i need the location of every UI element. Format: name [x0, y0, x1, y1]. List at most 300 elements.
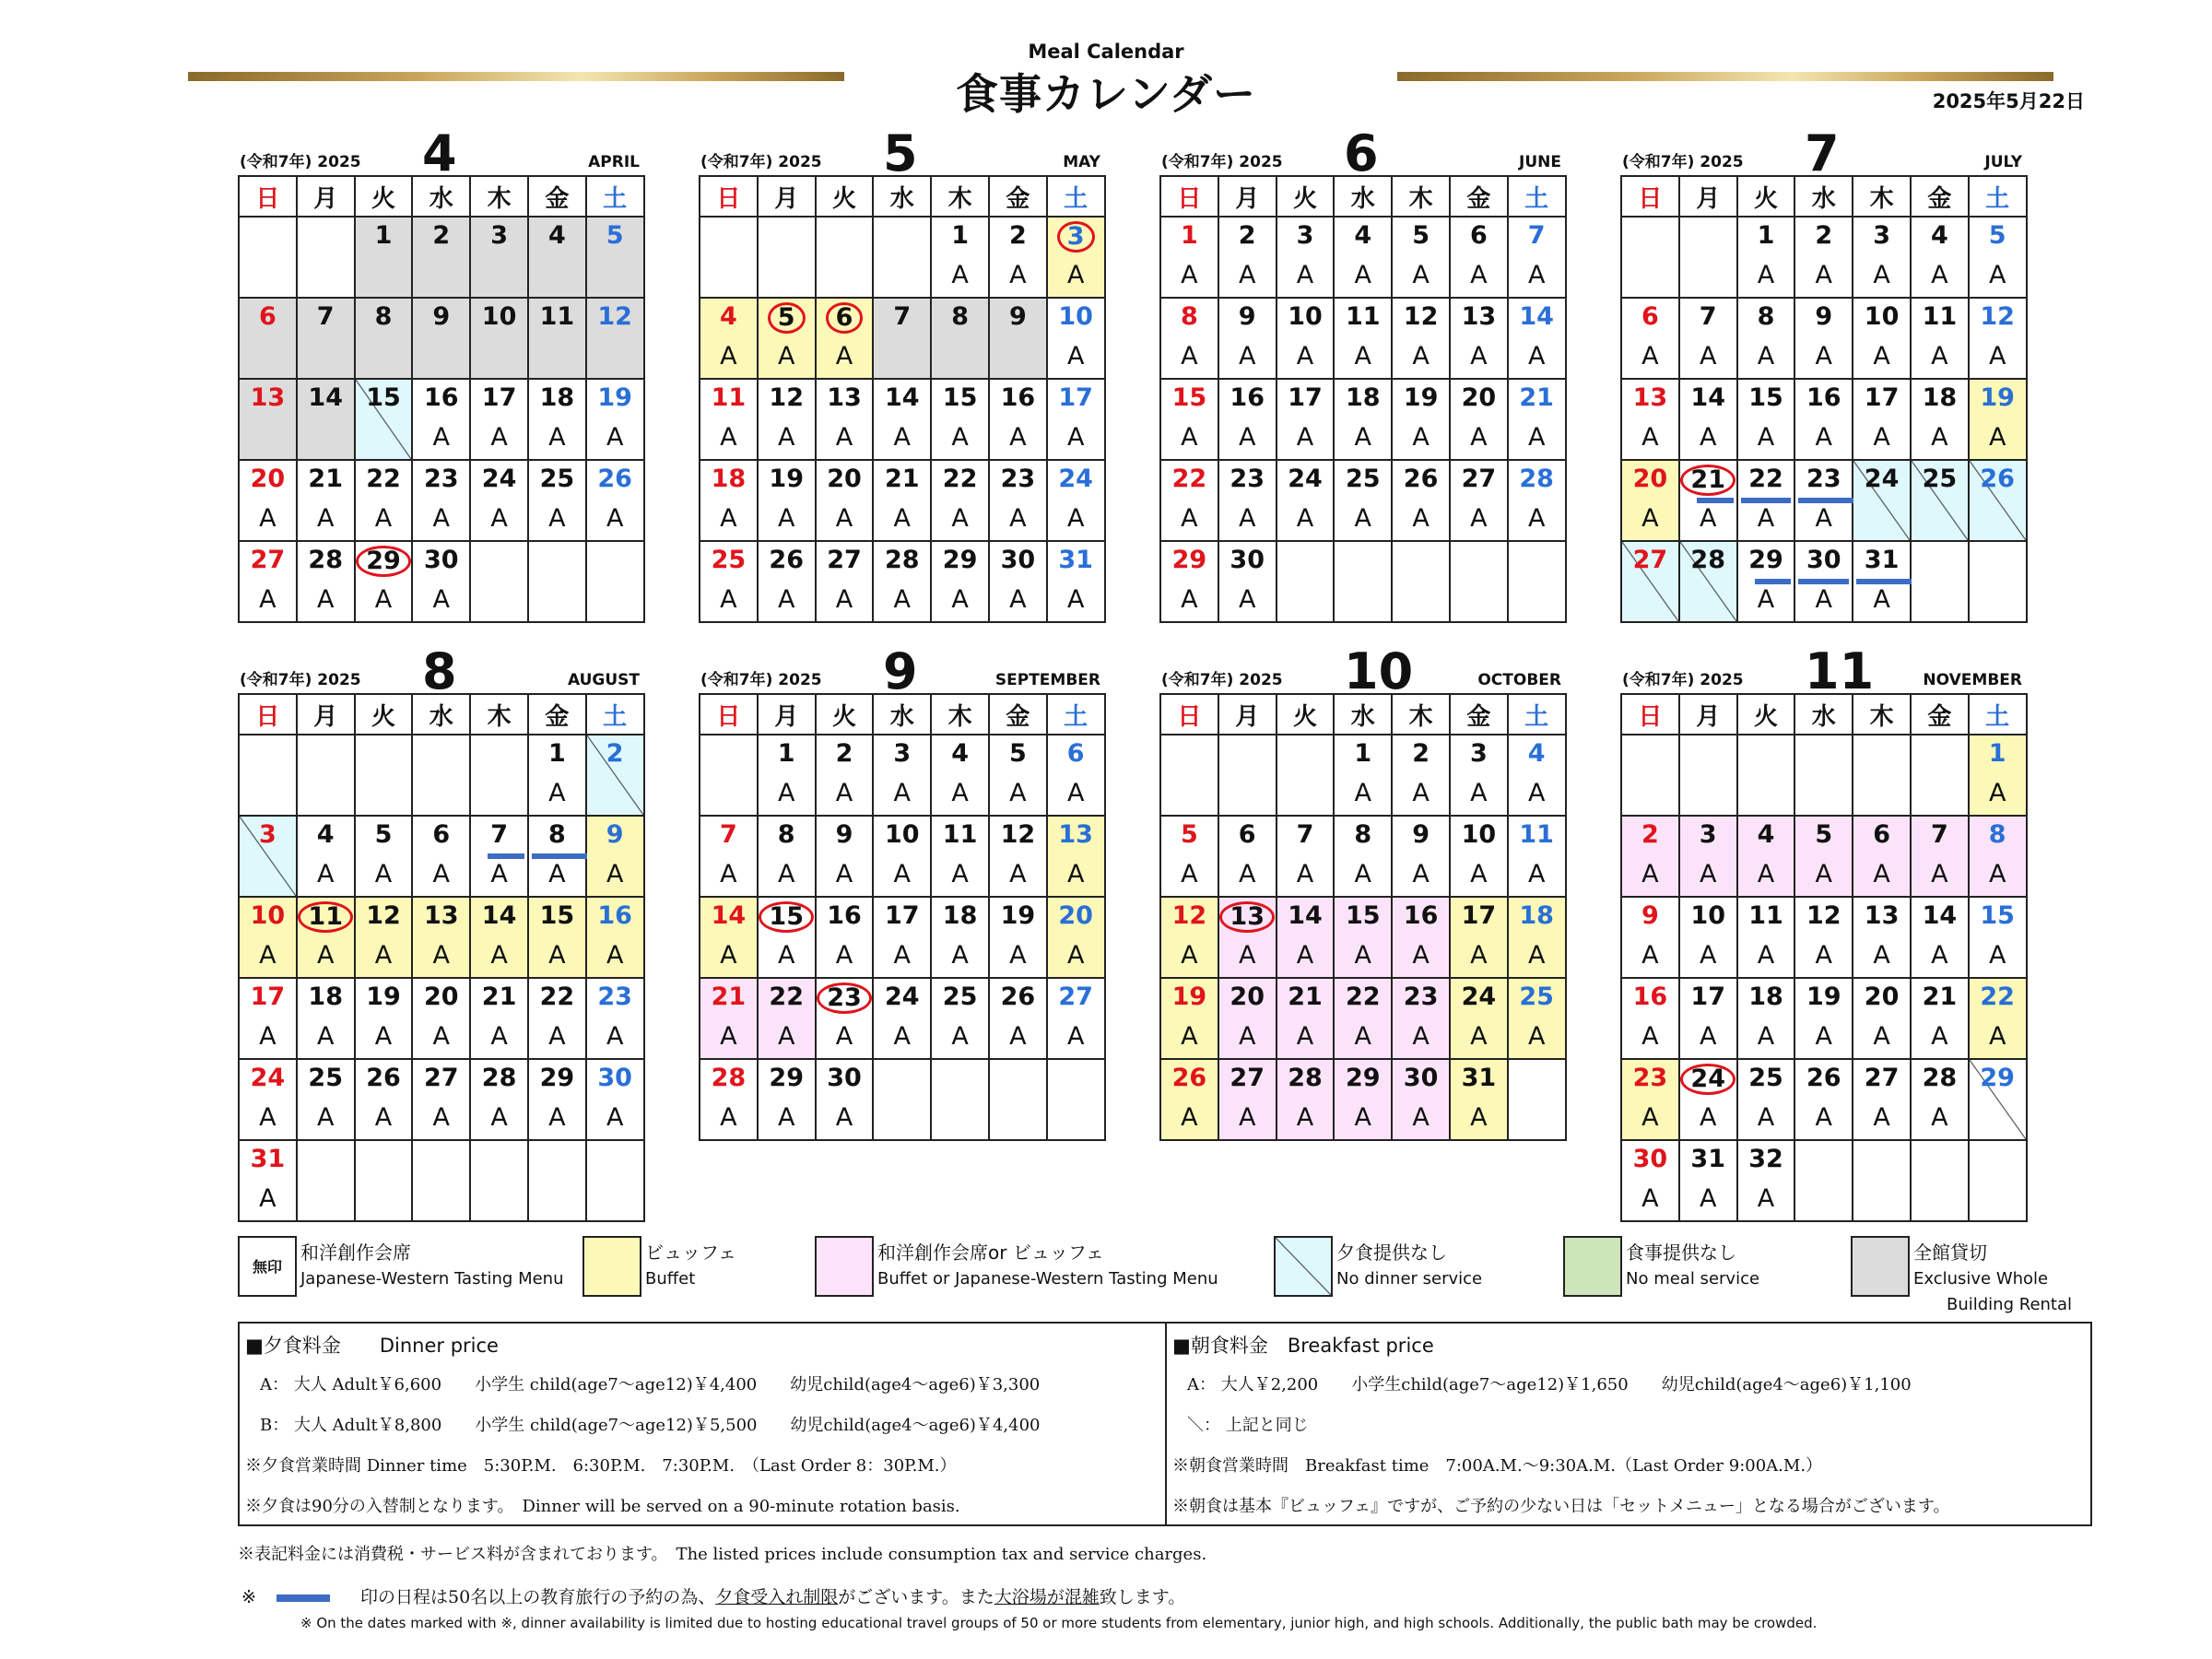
day-number: 16	[1000, 383, 1036, 412]
meal-code: A	[1238, 1022, 1256, 1051]
weekday-header: 月	[758, 176, 816, 217]
day-cell	[989, 217, 1047, 298]
meal-code: A	[1757, 1103, 1775, 1132]
day-cell	[873, 379, 931, 460]
meal-code: A	[1181, 261, 1198, 289]
day-cell	[1392, 735, 1450, 816]
day-cell	[1621, 978, 1679, 1059]
day-number: 26	[1171, 1064, 1207, 1092]
day-cell	[1450, 1059, 1508, 1140]
day-number: 15	[942, 383, 978, 412]
day-number: 2	[1008, 221, 1027, 250]
day-cell	[1334, 816, 1392, 897]
day-number: 14	[1288, 901, 1323, 930]
weekday-header: 木	[470, 694, 528, 735]
day-number: 30	[1230, 546, 1265, 574]
day-cell	[758, 1059, 816, 1140]
day-cell	[758, 978, 816, 1059]
day-number: 2	[1412, 739, 1430, 768]
day-number: 17	[1461, 901, 1497, 930]
day-cell	[412, 816, 470, 897]
meal-code: A	[1699, 342, 1717, 371]
meal-code: A	[1699, 504, 1717, 533]
meal-code: A	[1238, 423, 1256, 452]
day-cell	[1911, 897, 1969, 978]
meal-code: A	[1009, 860, 1027, 888]
weekday-header: 火	[355, 176, 413, 217]
meal-code: A	[1470, 860, 1488, 888]
day-number: 26	[1980, 465, 2015, 493]
meal-code: A	[1238, 504, 1256, 533]
group-booking-line	[1741, 498, 1792, 503]
meal-code: A	[1009, 261, 1027, 289]
meal-code: A	[777, 585, 795, 614]
weekday-header: 月	[1679, 694, 1737, 735]
meal-code: A	[1641, 504, 1659, 533]
day-number: 27	[1632, 546, 1668, 574]
day-number: 16	[1403, 901, 1439, 930]
month-number: 8	[422, 642, 457, 700]
day-cell	[586, 816, 644, 897]
month-number: 11	[1805, 642, 1875, 700]
day-cell	[412, 897, 470, 978]
day-number: 28	[711, 1064, 747, 1092]
meal-code: A	[720, 1022, 737, 1051]
day-cell	[1160, 298, 1218, 379]
weekday-header: 土	[1047, 694, 1105, 735]
day-number: 28	[1922, 1064, 1958, 1092]
day-number: 11	[1748, 901, 1783, 930]
day-cell	[816, 298, 874, 379]
day-number: 3	[490, 221, 508, 250]
day-cell	[816, 897, 874, 978]
day-cell	[1160, 460, 1218, 541]
day-number: 16	[1806, 383, 1841, 412]
day-number: 21	[1519, 383, 1554, 412]
day-cell	[1737, 1140, 1795, 1221]
note-dinner-limit: 夕食受入れ制限	[715, 1587, 839, 1607]
day-cell	[528, 978, 586, 1059]
day-number	[298, 901, 354, 933]
meal-code: A	[777, 941, 795, 970]
meal-code: A	[777, 423, 795, 452]
weekday-header: 土	[1047, 176, 1105, 217]
month-calendar-june	[1159, 124, 1565, 623]
meal-code: A	[1641, 860, 1659, 888]
empty-cell	[1794, 1140, 1853, 1221]
meal-code: A	[1873, 585, 1890, 614]
day-number: 2	[835, 739, 853, 768]
day-cell	[470, 379, 528, 460]
day-number: 24	[1461, 982, 1497, 1011]
day-cell	[1392, 816, 1450, 897]
meal-code: A	[490, 1103, 508, 1132]
month-english-name: APRIL	[588, 153, 640, 171]
day-number: 26	[597, 465, 632, 493]
day-cell	[931, 298, 989, 379]
day-number: 4	[1757, 820, 1775, 849]
day-cell	[700, 460, 758, 541]
day-cell	[1853, 460, 1911, 541]
meal-code: A	[316, 504, 335, 533]
meal-code: A	[835, 1103, 853, 1132]
day-cell	[297, 298, 355, 379]
meal-code: A	[951, 1022, 969, 1051]
meal-code: A	[1066, 504, 1085, 533]
weekday-header: 日	[700, 694, 758, 735]
english-note: ※ On the dates marked with ※, dinner availability is limited due to hosting educational travel groups of 50 or more students from elementary, junior high, and high schools. Additionally, the public bath may be crowded.	[300, 1615, 1818, 1631]
meal-code: A	[1470, 1103, 1488, 1132]
day-number: 13	[1632, 383, 1668, 412]
breakfast-price-b: ＼： 上記と同じ	[1187, 1416, 1309, 1435]
day-cell	[1047, 379, 1105, 460]
day-cell	[931, 460, 989, 541]
day-cell	[1508, 735, 1566, 816]
empty-cell	[816, 217, 874, 298]
holiday-circle: 5	[768, 302, 806, 334]
day-number: 9	[1238, 302, 1256, 331]
meal-code: A	[1296, 860, 1314, 888]
meal-code: A	[548, 1103, 566, 1132]
meal-code: A	[1873, 1103, 1890, 1132]
empty-cell	[873, 217, 931, 298]
meal-code: A	[1527, 504, 1546, 533]
meal-code: A	[374, 1022, 393, 1051]
day-number: 23	[1632, 1064, 1668, 1092]
meal-code: A	[1354, 1103, 1372, 1132]
day-cell	[1911, 379, 1969, 460]
day-cell	[1160, 816, 1218, 897]
day-cell	[816, 978, 874, 1059]
day-cell	[1392, 1059, 1450, 1140]
day-cell	[1450, 217, 1508, 298]
day-number: 28	[885, 546, 920, 574]
dinner-price-heading: ■夕食料金 Dinner price	[245, 1335, 499, 1357]
day-number: 7	[720, 820, 737, 849]
meal-code: A	[316, 860, 335, 888]
day-cell	[758, 816, 816, 897]
day-number: 5	[1815, 820, 1833, 849]
month-header	[1159, 124, 1565, 182]
empty-cell	[470, 735, 528, 816]
day-number: 21	[1288, 982, 1323, 1011]
empty-cell	[239, 735, 297, 816]
meal-code: A	[1009, 941, 1027, 970]
day-number: 13	[1058, 820, 1093, 849]
day-cell	[1969, 217, 2027, 298]
day-cell	[1621, 460, 1679, 541]
day-number: 29	[769, 1064, 804, 1092]
day-number: 23	[1230, 465, 1265, 493]
day-cell	[355, 460, 413, 541]
group-booking-line	[1755, 579, 1792, 584]
meal-code: A	[777, 1103, 795, 1132]
day-number: 12	[1806, 901, 1841, 930]
weekday-header: 土	[586, 176, 644, 217]
day-number: 25	[1346, 465, 1381, 493]
day-cell	[1737, 217, 1795, 298]
day-number: 19	[1171, 982, 1207, 1011]
month-number: 6	[1344, 124, 1379, 182]
empty-cell	[1160, 735, 1218, 816]
day-number: 5	[374, 820, 393, 849]
day-cell	[1392, 897, 1450, 978]
day-number: 4	[951, 739, 969, 768]
day-cell	[1911, 217, 1969, 298]
day-number: 19	[597, 383, 632, 412]
day-number: 18	[1748, 982, 1783, 1011]
weekday-header: 金	[1911, 694, 1969, 735]
day-number: 21	[885, 465, 920, 493]
day-cell	[1969, 379, 2027, 460]
day-cell	[1218, 217, 1277, 298]
meal-code: A	[1181, 423, 1198, 452]
meal-code: A	[1181, 342, 1198, 371]
day-cell	[758, 379, 816, 460]
meal-code: A	[1873, 423, 1890, 452]
day-cell	[470, 816, 528, 897]
day-number: 4	[1527, 739, 1546, 768]
meal-code: A	[1757, 504, 1775, 533]
day-cell	[586, 1059, 644, 1140]
meal-code: A	[548, 504, 566, 533]
day-cell	[470, 298, 528, 379]
day-number: 11	[539, 302, 575, 331]
meal-code: A	[1296, 504, 1314, 533]
meal-code: A	[1009, 779, 1027, 807]
month-table	[1159, 693, 1567, 1141]
day-number	[1680, 1064, 1736, 1095]
meal-code: A	[893, 1022, 912, 1051]
meal-code: A	[1815, 423, 1833, 452]
day-cell	[1853, 1059, 1911, 1140]
day-cell	[412, 379, 470, 460]
weekday-header: 火	[816, 176, 874, 217]
day-number: 18	[539, 383, 575, 412]
empty-cell	[297, 735, 355, 816]
meal-code: A	[1066, 1022, 1085, 1051]
meal-code: A	[259, 1022, 276, 1051]
day-cell	[239, 379, 297, 460]
meal-code: A	[1354, 779, 1372, 807]
day-number: 14	[1922, 901, 1958, 930]
day-number: 22	[366, 465, 401, 493]
day-cell	[1911, 1059, 1969, 1140]
day-number: 1	[1181, 221, 1198, 250]
meal-code: A	[1412, 860, 1430, 888]
empty-cell	[1392, 541, 1450, 622]
dinner-time: ※夕食営業時間 Dinner time 5:30P.M. 6:30P.M. 7:30P.M. （Last Order 8：30P.M.）	[245, 1456, 957, 1476]
weekday-header: 土	[1969, 176, 2027, 217]
meal-code: A	[1009, 423, 1027, 452]
day-cell	[297, 379, 355, 460]
day-number: 27	[827, 546, 862, 574]
legend-label-en: No dinner service	[1336, 1269, 1483, 1288]
month-table	[699, 175, 1106, 623]
day-number: 6	[1641, 302, 1659, 331]
day-number: 4	[316, 820, 335, 849]
empty-cell	[1218, 735, 1277, 816]
empty-cell	[470, 541, 528, 622]
meal-code: A	[1066, 423, 1085, 452]
day-number: 8	[1988, 820, 2006, 849]
day-number: 4	[547, 221, 566, 250]
weekday-header: 日	[239, 694, 297, 735]
empty-cell	[1911, 735, 1969, 816]
day-number: 6	[1873, 820, 1890, 849]
day-number: 11	[942, 820, 978, 849]
day-number: 3	[1873, 221, 1890, 250]
day-number: 13	[424, 901, 459, 930]
day-cell	[1853, 298, 1911, 379]
month-calendar-october	[1159, 642, 1565, 1141]
day-number: 1	[951, 221, 969, 250]
day-cell	[1334, 217, 1392, 298]
day-cell	[412, 217, 470, 298]
day-cell	[1508, 379, 1566, 460]
day-cell	[1969, 897, 2027, 978]
day-number: 13	[1461, 302, 1497, 331]
day-number: 10	[1058, 302, 1093, 331]
day-number: 20	[1864, 982, 1900, 1011]
meal-code: A	[606, 1022, 624, 1051]
day-number: 7	[1930, 820, 1948, 849]
day-cell	[470, 460, 528, 541]
blue-line-icon	[276, 1594, 330, 1602]
meal-code: A	[1470, 261, 1488, 289]
month-header	[1620, 642, 2026, 700]
day-cell	[873, 816, 931, 897]
day-number: 7	[1527, 221, 1546, 250]
day-number: 20	[1058, 901, 1093, 930]
day-cell	[1508, 897, 1566, 978]
meal-code: A	[1354, 423, 1372, 452]
day-cell	[355, 298, 413, 379]
meal-code: A	[720, 1103, 737, 1132]
day-cell	[1969, 460, 2027, 541]
day-number: 27	[250, 546, 286, 574]
meal-code: A	[1354, 860, 1372, 888]
meal-code: A	[1988, 1022, 2006, 1051]
meal-code: A	[720, 504, 737, 533]
meal-code: A	[951, 585, 969, 614]
day-cell	[1334, 460, 1392, 541]
empty-cell	[1047, 1059, 1105, 1140]
month-table	[1159, 175, 1567, 623]
day-cell	[931, 217, 989, 298]
legend-label-ja: ビュッフェ	[645, 1241, 736, 1264]
month-calendar-august	[238, 642, 643, 1222]
day-cell	[758, 460, 816, 541]
day-cell	[528, 298, 586, 379]
meal-code: A	[1757, 1022, 1775, 1051]
day-cell	[412, 1059, 470, 1140]
day-cell	[297, 897, 355, 978]
day-cell	[1334, 735, 1392, 816]
day-cell	[931, 379, 989, 460]
day-cell	[1277, 460, 1335, 541]
day-number: 7	[1296, 820, 1314, 849]
day-cell	[1047, 217, 1105, 298]
weekday-header: 日	[1621, 694, 1679, 735]
day-number: 9	[1008, 302, 1027, 331]
meal-code: A	[1757, 261, 1775, 289]
weekday-header: 金	[528, 176, 586, 217]
meal-code: A	[1815, 1022, 1833, 1051]
meal-code: A	[1931, 423, 1948, 452]
meal-code: A	[316, 1103, 335, 1132]
weekday-header: 月	[1679, 176, 1737, 217]
day-number: 6	[259, 302, 276, 331]
day-cell	[931, 897, 989, 978]
meal-code: A	[1238, 860, 1256, 888]
day-number: 24	[1288, 465, 1323, 493]
weekday-header: 金	[989, 694, 1047, 735]
weekday-header: 土	[1508, 176, 1566, 217]
day-cell	[1047, 541, 1105, 622]
day-cell	[1277, 897, 1335, 978]
day-number: 15	[1171, 383, 1207, 412]
meal-code: A	[720, 423, 737, 452]
weekday-header: 木	[931, 176, 989, 217]
day-number: 2	[1238, 221, 1256, 250]
day-cell	[1794, 541, 1853, 622]
day-cell	[297, 816, 355, 897]
meal-code: A	[1009, 1022, 1027, 1051]
empty-cell	[1969, 1140, 2027, 1221]
month-english-name: JUNE	[1519, 153, 1561, 171]
day-number: 26	[1806, 1064, 1841, 1092]
empty-cell	[528, 541, 586, 622]
legend-label-en: Exclusive Whole	[1913, 1269, 2049, 1288]
meal-code: A	[1988, 423, 2006, 452]
meal-code: A	[1931, 941, 1948, 970]
day-cell	[816, 379, 874, 460]
day-cell	[528, 816, 586, 897]
meal-code: A	[432, 1103, 451, 1132]
day-cell	[1334, 379, 1392, 460]
meal-code: A	[777, 1022, 795, 1051]
day-number: 10	[1690, 901, 1725, 930]
day-number: 19	[1980, 383, 2015, 412]
day-number: 3	[1469, 739, 1488, 768]
month-header	[1159, 642, 1565, 700]
day-cell	[239, 816, 297, 897]
meal-code: A	[1527, 342, 1546, 371]
day-cell	[412, 298, 470, 379]
weekday-header: 土	[586, 694, 644, 735]
day-cell	[586, 460, 644, 541]
day-number: 17	[1690, 982, 1725, 1011]
day-number: 10	[885, 820, 920, 849]
day-cell	[1450, 897, 1508, 978]
day-cell	[586, 897, 644, 978]
weekday-header: 日	[1621, 176, 1679, 217]
empty-cell	[1794, 735, 1853, 816]
meal-code: A	[374, 1103, 393, 1132]
day-number: 1	[777, 739, 795, 768]
group-booking-line	[488, 853, 524, 859]
day-cell	[1679, 460, 1737, 541]
day-number: 25	[1519, 982, 1554, 1011]
empty-cell	[297, 217, 355, 298]
day-number: 22	[1980, 982, 2015, 1011]
month-table	[1620, 693, 2028, 1222]
day-number: 12	[1000, 820, 1036, 849]
day-cell	[816, 541, 874, 622]
meal-code: A	[1470, 504, 1488, 533]
day-cell	[1450, 379, 1508, 460]
